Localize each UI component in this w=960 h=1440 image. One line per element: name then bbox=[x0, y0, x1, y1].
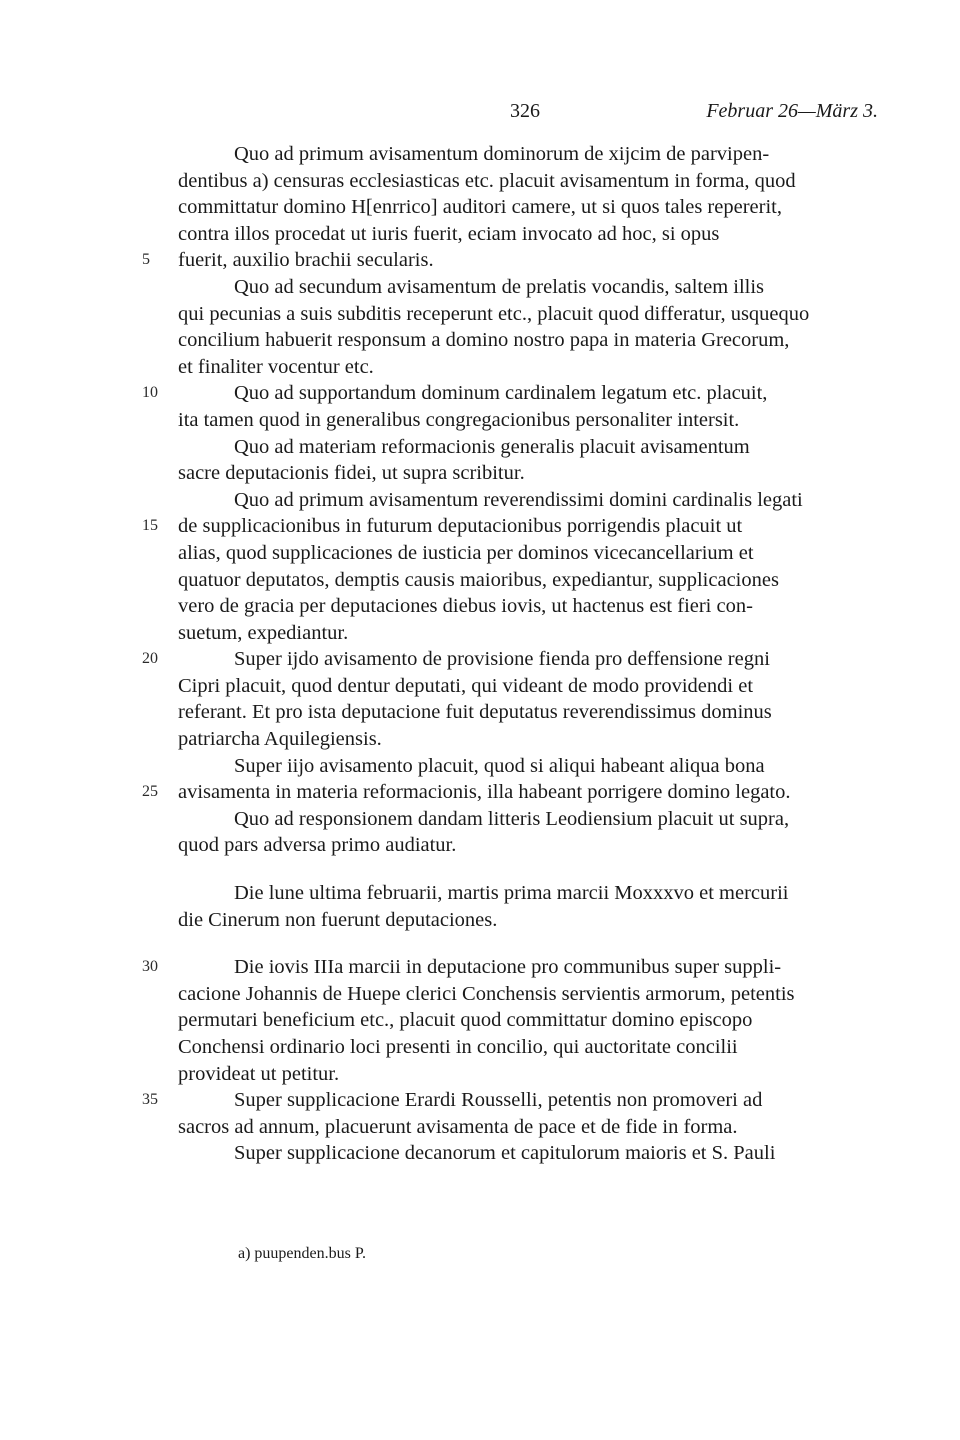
line-text: Quo ad materiam reformacionis generalis placuit avisamentum bbox=[234, 435, 750, 458]
text-line bbox=[178, 880, 883, 907]
line-number: 5 bbox=[142, 251, 150, 269]
line-number: 20 bbox=[142, 650, 158, 668]
footnote: a) puupenden.bus P. bbox=[238, 1245, 366, 1262]
text-line bbox=[178, 1061, 883, 1088]
text-line bbox=[178, 141, 883, 168]
text-line bbox=[178, 907, 883, 934]
text-line bbox=[178, 567, 883, 594]
line-text: sacros ad annum, placuerunt avisamenta de pace et de fide in forma. bbox=[178, 1115, 738, 1138]
line-text: Super supplicacione decanorum et capitulorum maioris et S. Pauli bbox=[234, 1142, 776, 1165]
text-line bbox=[178, 221, 883, 248]
line-text: Die iovis IIIa marcii in deputacione pro communibus super suppli- bbox=[234, 956, 782, 979]
text-line bbox=[178, 487, 883, 514]
section-gap bbox=[178, 859, 883, 880]
line-text: Die lune ultima februarii, martis prima marcii Moxxxvo et mercurii bbox=[234, 882, 789, 905]
text-line bbox=[178, 673, 883, 700]
text-line bbox=[142, 954, 883, 981]
line-text: die Cinerum non fuerunt deputaciones. bbox=[178, 908, 498, 931]
line-number: 10 bbox=[142, 384, 158, 402]
line-text: Conchensi ordinario loci presenti in concilio, qui auctoritate concilii bbox=[178, 1036, 738, 1058]
text-line bbox=[178, 1140, 883, 1167]
line-text: et finaliter vocentur etc. bbox=[178, 355, 374, 378]
text-line bbox=[178, 301, 883, 328]
text-line bbox=[178, 620, 883, 647]
line-text: avisamenta in materia reformacionis, illa habeant porrigere domino legato. bbox=[178, 781, 791, 804]
line-text: vero de gracia per deputaciones diebus iovis, ut hactenus est fieri con- bbox=[178, 595, 753, 618]
line-text: provideat ut petitur. bbox=[178, 1062, 340, 1085]
text-line bbox=[178, 981, 883, 1008]
text-line bbox=[178, 593, 883, 620]
line-text: Quo ad responsionem dandam litteris Leodiensium placuit ut supra, bbox=[234, 807, 790, 830]
line-text: cacione Johannis de Huepe clerici Conchensis servientis armorum, petentis bbox=[178, 982, 795, 1005]
text-line bbox=[142, 1087, 883, 1114]
body-text bbox=[142, 141, 883, 1167]
text-line bbox=[178, 726, 883, 753]
line-number: 15 bbox=[142, 517, 158, 535]
line-text: patriarcha Aquilegiensis. bbox=[178, 728, 382, 751]
line-text: dentibus a) censuras ecclesiasticas etc. placuit avisamentum in forma, quod bbox=[178, 169, 796, 192]
text-line bbox=[178, 354, 883, 381]
line-text: Quo ad secundum avisamentum de prelatis vocandis, saltem illis bbox=[234, 275, 765, 298]
text-line bbox=[178, 1034, 883, 1061]
line-text: committatur domino H[enrrico] auditori camere, ut si quos tales repererit, bbox=[178, 196, 782, 219]
text-line bbox=[178, 753, 883, 780]
text-line bbox=[178, 832, 883, 859]
page-number: 326 bbox=[510, 100, 540, 122]
line-text: Quo ad primum avisamentum reverendissimi domini cardinalis legati bbox=[234, 488, 803, 511]
running-head: Februar 26—März 3. bbox=[706, 100, 878, 122]
text-line bbox=[142, 513, 883, 540]
line-text: concilium habuerit responsum a domino nostro papa in materia Grecorum, bbox=[178, 329, 790, 352]
text-line bbox=[178, 194, 883, 221]
line-text: alias, quod supplicaciones de iusticia per dominos vicecancellarium et bbox=[178, 541, 754, 564]
text-line bbox=[178, 434, 883, 461]
text-line bbox=[178, 699, 883, 726]
line-text: qui pecunias a suis subditis receperunt etc., placuit quod differatur, usquequo bbox=[178, 302, 810, 325]
text-line bbox=[178, 1114, 883, 1141]
text-line bbox=[178, 274, 883, 301]
line-text: quod pars adversa primo audiatur. bbox=[178, 834, 457, 857]
text-line bbox=[178, 407, 883, 434]
line-text: referant. Et pro ista deputacione fuit deputatus reverendissimus dominus bbox=[178, 701, 772, 724]
line-text: Cipri placuit, quod dentur deputati, qui videant de modo providendi et bbox=[178, 674, 754, 697]
text-line bbox=[142, 380, 883, 407]
text-line bbox=[142, 646, 883, 673]
line-text: Super iijo avisamento placuit, quod si aliqui habeant aliqua bona bbox=[234, 754, 765, 777]
text-line bbox=[178, 168, 883, 195]
line-text: suetum, expediantur. bbox=[178, 621, 349, 644]
line-text: permutari beneficium etc., placuit quod committatur domino episcopo bbox=[178, 1009, 753, 1032]
line-text: Super ijdo avisamento de provisione fienda pro deffensione regni bbox=[234, 648, 770, 671]
text-line bbox=[178, 1007, 883, 1034]
line-number: 30 bbox=[142, 958, 158, 976]
line-text: Quo ad supportandum dominum cardinalem legatum etc. placuit, bbox=[234, 382, 768, 405]
text-line bbox=[178, 806, 883, 833]
section-gap bbox=[178, 933, 883, 954]
text-line bbox=[178, 540, 883, 567]
line-text: de supplicacionibus in futurum deputacionibus porrigendis placuit ut bbox=[178, 515, 743, 538]
line-number: 25 bbox=[142, 783, 158, 801]
line-number: 35 bbox=[142, 1091, 158, 1109]
line-text: Super supplicacione Erardi Rousselli, petentis non promoveri ad bbox=[234, 1089, 763, 1112]
line-text: contra illos procedat ut iuris fuerit, eciam invocato ad hoc, si opus bbox=[178, 222, 720, 245]
text-line bbox=[142, 779, 883, 806]
text-line bbox=[178, 327, 883, 354]
line-text: quatuor deputatos, demptis causis maioribus, expediantur, supplicaciones bbox=[178, 568, 779, 591]
line-text: fuerit, auxilio brachii secularis. bbox=[178, 249, 434, 272]
line-text: sacre deputacionis fidei, ut supra scribitur. bbox=[178, 462, 525, 485]
page-header bbox=[0, 100, 960, 128]
line-text: Quo ad primum avisamentum dominorum de xijcim de parvipen- bbox=[234, 143, 770, 165]
line-text: ita tamen quod in generalibus congregacionibus personaliter intersit. bbox=[178, 408, 740, 431]
text-line bbox=[142, 247, 883, 274]
text-line bbox=[178, 460, 883, 487]
